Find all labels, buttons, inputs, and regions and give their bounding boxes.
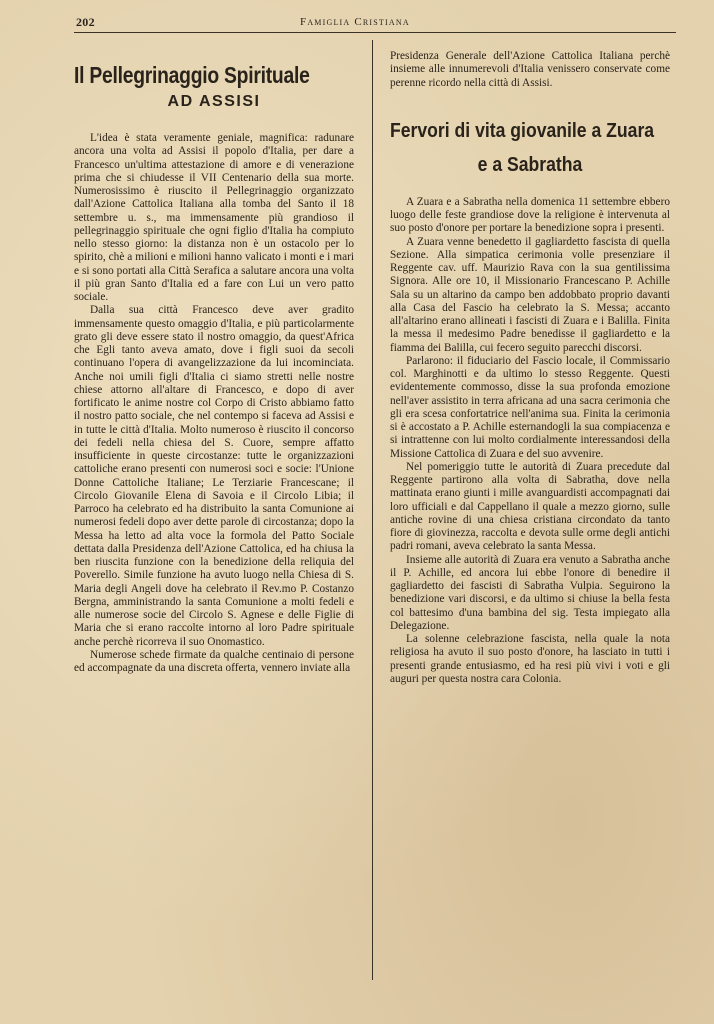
running-header-title: Famiglia Cristiana [300, 16, 410, 28]
paragraph: L'idea è stata veramente geniale, magnifica: radunare ancora una volta ad Assisi il popolo d'Italia, per dare a Francesco un'ultima attestazione di amore e di venerazione prima che si chiudesse il VII Centenario della sua morte. Numerosissimo è riuscito il Pellegrinaggio organizzato dall'Azione Cattolica Italiana alla tomba del Santo il 18 settembre u. s., ma immensamente più grandioso il pellegrinaggio spirituale che ogni figlio d'Italia ha compiuto nello stesso giorno: la distanza non è un ostacolo per lo spirito, chè a milioni e milioni hanno valicato i monti e i mari e si sono portati alla Città Serafica a salutare ancora una volta il più gran Santo d'Italia ed a fare con Lui un vero patto sociale. [74, 132, 354, 303]
paragraph: Parlarono: il fiduciario del Fascio locale, il Commissario col. Marghinotti e da ultimo lo stesso Reggente. Questi evidentemente commosso, disse la sua profonda emozione nell'aver assistito in terra africana ad una sacra cerimonia che gli era scesa confortatrice nell'anima sua. Finita la cerimonia si è accostato a P. Achille esternandogli la sua compiacenza e si intrattenne con lui molto cordialmente interessandosi della Missione Cattolica di Zuara e del suo avvenire. [390, 354, 670, 460]
column-divider [372, 40, 373, 980]
paragraph: Dalla sua città Francesco deve aver gradito immensamente questo omaggio d'Italia, e più particolarmente grato gli deve essere stato il nostro omaggio, da quest'Africa che Egli tanto aveva amato, dove i figli suoi da secoli continuano l'opera di avangelizzazione da lui incominciata. Anche noi umili figli d'Italia ci siamo stretti nelle nostre chiese attorno all'altare di Francesco, e dopo di aver fortificato le anime nostre col Corpo di Cristo abbiamo fatto il nostro patto sociale, che nel contempo si faceva ad Assisi e in tutte le città d'Italia. Molto numeroso è riuscito il concorso dei fedeli nella chiesa del S. Cuore, sempre affatto insufficiente in queste circostanze: tutte le organizzazioni cattoliche erano presenti con numerosi soci e socie: l'Unione Donne Cattoliche Italiane; Le Terziarie Francescane; il Circolo Giovanile Elena di Savoia e il Circolo Libia; il Parroco ha celebrato ed ha distribuito la santa Comunione ai numerosi fedeli dopo aver dette parole di circostanza; dopo la Messa ha letto ad alta voce la formola del Patto Sociale dettata dalla Presidenza dell'Azione Cattolica, ed ha chiusa la ben riuscita funzione con la benedizione della reliquia del Poverello. Simile funzione ha avuto luogo nella Chiesa di S. Maria degli Angeli dove ha celebrato il Rev.mo P. Costanzo Bergna, amministrando la santa Comunione a molti fedeli e alle numerose socie del Circolo S. Agnese e delle Figlie di Maria che si erano raccolte intorno al loro Padre spirituale anche perchè ricorreva il suo Onomastico. [74, 304, 354, 648]
article-title-pellegrinaggio: Il Pellegrinaggio Spirituale [74, 62, 310, 88]
paragraph: Numerose schede firmate da qualche centinaio di persone ed accompagnate da una discreta offerta, vennero inviate alla [74, 648, 354, 674]
page-number: 202 [76, 15, 95, 29]
paragraph: Insieme alle autorità di Zuara era venuto a Sabratha anche il P. Achille, ed ancora lui ebbe l'onore di benedire il gagliardetto dei fascisti di Sabratha Vulpia. Seguirono la benedizione vari discorsi, e da ultimo si chiuse la bella festa col battesimo d'una bambina del sig. Testa impiegato alla Delegazione. [390, 553, 670, 632]
continuation-paragraph: Presidenza Generale dell'Azione Cattolica Italiana perchè insieme alle innumerevoli d'Italia venissero conservate come perenne ricordo nella città di Assisi. [390, 50, 670, 89]
paragraph: A Zuara e a Sabratha nella domenica 11 settembre ebbero luogo delle feste grandiose dove la religione è intervenuta al suo posto d'onore per portare la benedizione sopra i presenti. [390, 195, 670, 235]
article-subtitle-assisi: AD ASSISI [167, 93, 261, 110]
paragraph: La solenne celebrazione fascista, nella quale la nota religiosa ha avuto il suo posto d'onore, ha lasciato in tutti i presenti grande entusiasmo, ed ha resi più vivi i voti e gli auguri per questa nostra cara Colonia. [390, 633, 670, 685]
article-title-zuara: Fervori di vita giovanile a Zuara [390, 119, 655, 142]
right-column [390, 50, 670, 686]
paragraph: A Zuara venne benedetto il gagliardetto fascista di quella Sezione. Alla simpatica cerimonia volle presenziare il Reggente cav. uff. Maurizio Rava con la sua gentilissima Signora. Alle ore 10, il Missionario Francescano P. Achille Sala su un altarino da campo ben addobbato proprio davanti alla Casa del Fascio ha celebrato la S. Messa; accanto all'altarino erano allineati i fascisti di Zuara e i Balilla. Finita la messa il medesimo Padre benedisse il gagliardetto e la fiamma dei Balilla, cui fecero seguito parecchi discorsi. [390, 235, 670, 354]
paragraph: Nel pomeriggio tutte le autorità di Zuara precedute dal Reggente partirono alla volta di Sabratha, dove nella mattinata erano giunti i mille avanguardisti accompagnati dai loro ufficiali e dal Cappellano il quale a mezzo giorno, sulle antiche rovine di una chiesa cristiana circondato da tanto fiore di giovinezza, raccolta e devota sulle orme degli antichi padri romani, aveva celebrato la santa Messa. [390, 460, 670, 553]
left-column [74, 52, 354, 675]
article-title-sabratha: e a Sabratha [477, 153, 583, 176]
header-rule [74, 32, 676, 33]
